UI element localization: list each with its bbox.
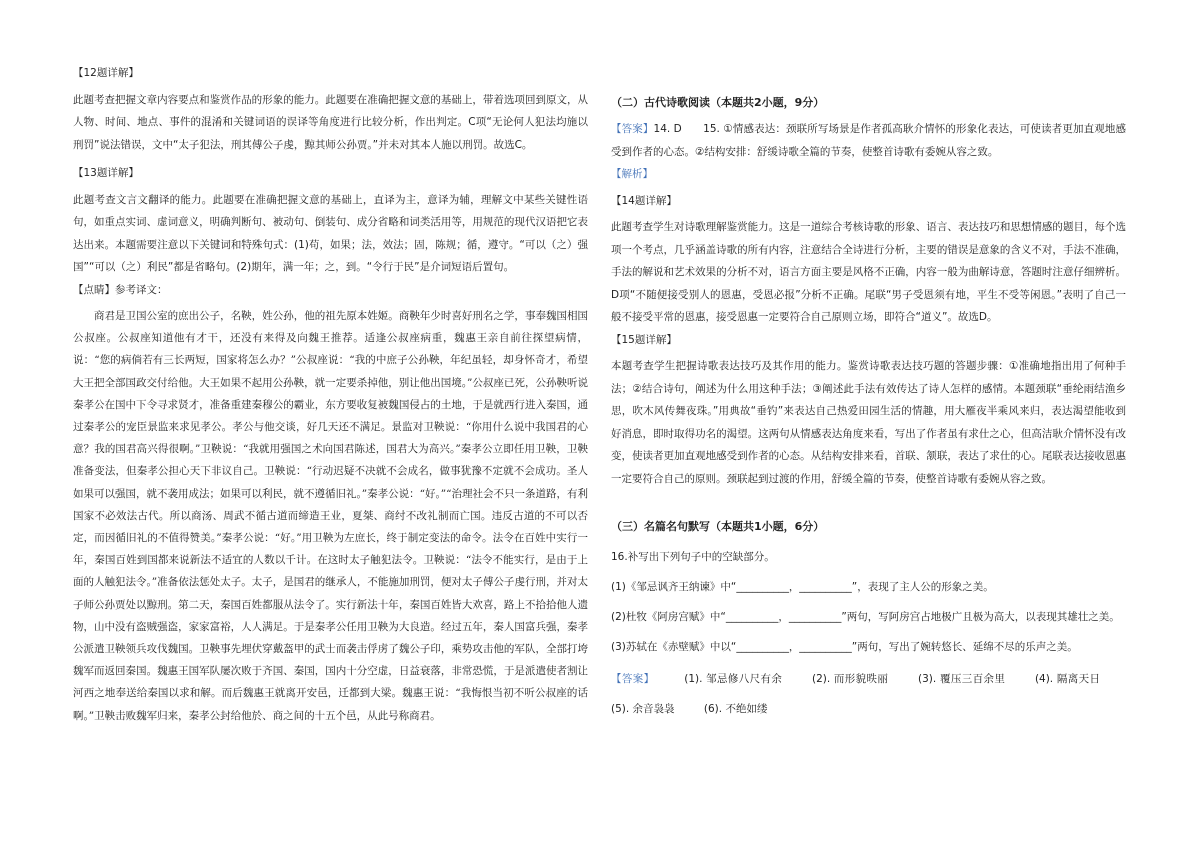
q16-answers bbox=[611, 664, 1126, 724]
q15-text: 本题考查学生把握诗歌表达技巧及其作用的能力。鉴赏诗歌表达技巧题的答题步骤：①准确地指出用了何种手法；②结合诗句，阐述为什么用这种手法；③阐述此手法有效传达了诗人怎样的感情。本题颈联“垂纶雨结渔乡思，吹木风传舞夜珠。”用典故“垂钓”来表达自己热爱田园生活的情趣，用大雁夜半乘风来归，表达渴望能收到好消息，即时取得功名的渴望。这两句从情感表达角度来看，写出了作者虽有求仕之心，但高洁耿介情怀没有改变，使读者更加直观地感受到作者的心态。从结构安排来看，首联、颔联，表达了求仕的心。尾联表达接收恩惠一定要符合自己的原则。颈联起到过渡的作用，舒缓全篇的节奏，使整首诗歌有委婉从容之致。 bbox=[611, 360, 1126, 485]
q16-answer-tag: 【答案】 bbox=[611, 673, 655, 685]
answer-text: 14. D 15. ①情感表达：颈联所写场景是作者孤高耿介情怀的形象化表达，可使读者更加直观地感受到作者的心态。②结构安排：舒缓诗歌全篇的节奏，使整首诗歌有委婉从容之致。 bbox=[611, 123, 1126, 158]
q16-answer-2: (2). 而形貌昳丽 bbox=[812, 673, 889, 685]
answer-tag: 【答案】 bbox=[611, 123, 654, 135]
answer-paragraph bbox=[611, 118, 1126, 163]
section-2-title: （二）古代诗歌阅读（本题共2小题，9分） bbox=[611, 96, 825, 109]
section-3-title: （三）名篇名句默写（本题共1小题，6分） bbox=[611, 520, 825, 533]
left-column bbox=[73, 62, 588, 727]
q12-heading: 【12题详解】 bbox=[73, 67, 139, 79]
q16-answer-5: (5). 余音袅袅 bbox=[611, 703, 675, 715]
note-heading: 【点睛】参考译文： bbox=[73, 283, 168, 296]
right-column bbox=[611, 62, 1126, 724]
analysis-tag: 【解析】 bbox=[611, 168, 653, 180]
q16-item-3: (3)苏轼在《赤壁赋》中以“__________，__________”两句，写出了婉转悠长、延绵不尽的乐声之美。 bbox=[611, 641, 1078, 653]
q14-text: 此题考查学生对诗歌理解鉴赏能力。这是一道综合考核诗歌的形象、语言、表达技巧和思想情感的题目，每个选项一个考点，几乎涵盖诗歌的所有内容，注意结合全诗进行分析，主要的错误是意象的含义不对，手法不准确，手法的解说和艺术效果的分析不对，语言方面主要是风格不正确，内容一般为曲解诗意，答题时注意仔细辨析。D项“不随便接受别人的恩惠，受恩必报”分析不正确。尾联“男子受恩须有地，平生不受等闲恩。”表明了自己一般不接受平常的恩惠，接受恩惠一定要符合自己原则立场，即符合“道义”。故选D。 bbox=[611, 221, 1126, 323]
q16-answer-1: (1). 邹忌修八尺有余 bbox=[684, 673, 783, 685]
q16-answer-3: (3). 覆压三百余里 bbox=[918, 673, 1006, 685]
q16-stem: 16.补写出下列句子中的空缺部分。 bbox=[611, 551, 775, 563]
q16-answer-6: (6). 不绝如缕 bbox=[703, 703, 768, 715]
translation-text: 商君是卫国公室的庶出公子，名鞅，姓公孙，他的祖先原本姓姬。商鞅年少时喜好刑名之学，事奉魏国相国公叔座。公叔座知道他有才干，还没有来得及向魏王推荐。适逢公叔座病重，魏惠王亲自前往探望病情，说：“您的病倘若有三长两短，国家将怎么办？”公叔座说：“我的中庶子公孙鞅，年纪虽轻，却身怀奇才，希望大王把全部国政交付给他。大王如果不起用公孙鞅，就一定要杀掉他，别让他出国境。”公叔座已死，公孙鞅听说秦孝公在国中下令寻求贤才，准备重建秦穆公的霸业，东方要收复被魏国侵占的土地，于是就西行进入秦国，通过秦孝公的宠臣景监来求见孝公。孝公与他交谈，好几天还不满足。景监对卫鞅说：“你用什么说中我国君的心意？我的国君高兴得很啊。”卫鞅说：“我就用强国之术向国君陈述，国君大为高兴。”秦孝公立即任用卫鞅，卫鞅准备变法，但秦孝公担心天下非议自己。卫鞅说：“行动迟疑不决就不会成名，做事犹豫不定就不会成功。圣人如果可以强国，就不袭用成法；如果可以利民，就不遵循旧礼。”秦孝公说：“好。”“治理社会不只一条道路，有利国家不必效法古代。所以商汤、周武不循古道而缔造王业，夏桀、商纣不改礼制而亡国。违反古道的不可以否定，而因循旧礼的不值得赞美。”秦孝公说：“好。”用卫鞅为左庶长，终于制定变法的命令。法令在百姓中实行一年，秦国百姓到国都来说新法不适宜的人数以千计。在这时太子触犯法令。卫鞅说：“法令不能实行，是由于上面的人触犯法令。”准备依法惩处太子。太子，是国君的继承人，不能施加刑罚，便对太子傅公子虔行刑，并对太子师公孙贾处以黥刑。第二天，秦国百姓都服从法令了。实行新法十年，秦国百姓皆大欢喜，路上不拾拾他人遗物，山中没有盗贼强盗，家家富裕，人人满足。于是秦孝公任用卫鞅为大良造。经过五年，秦人国富兵强，秦孝公派遣卫鞅领兵攻伐魏国。卫鞅事先埋伏穿戴盔甲的武士而袭击俘虏了魏公子印，乘势攻击他的军队，全部打垮魏军而返回秦国。魏惠王国军队屡次败于齐国、秦国，国内十分空虚，日益衰落，非常恐慌，于是派遣使者割让河西之地奉送给秦国以求和解。而后魏惠王就离开安邑，迁都到大梁。魏惠王说：“我悔恨当初不听公叔座的话啊。”卫鞅击败魏军归来，秦孝公封给他於、商之间的十五个邑，从此号称商君。 bbox=[73, 310, 588, 722]
q13-text: 此题考查文言文翻译的能力。此题要在准确把握文意的基础上，直译为主，意译为辅，理解文中某些关键性语句，如重点实词、虚词意义，明确判断句、被动句、倒装句、成分省略和词类活用等，用规范的现代汉语把它表达出来。本题需要注意以下关键词和特殊句式：(1)苟，如果；法，效法；固，陈规；循，遵守。“可以（之）强国”“可以（之）利民”都是省略句。(2)期年，满一年；之，到。“令行于民”是介词短语后置句。 bbox=[73, 193, 588, 273]
q15-heading: 【15题详解】 bbox=[611, 333, 677, 346]
q16-item-1: (1)《邹忌讽齐王纳谏》中“__________，__________”，表现了主人公的形象之美。 bbox=[611, 581, 994, 593]
q12-text: 此题考查把握文章内容要点和鉴赏作品的形象的能力。此题要在准确把握文意的基础上，带着选项回到原文，从人物、时间、地点、事件的混淆和关键词语的误译等角度进行比较分析，作出判定。C项“无论何人犯法均施以刑罚”说法错误，文中“太子犯法，刑其傅公子虔，黥其师公孙贾。”并未对其本人施以刑罚。故选C。 bbox=[73, 93, 588, 151]
q16-answer-4: (4). 隔离天日 bbox=[1034, 673, 1100, 685]
q16-item-2: (2)杜牧《阿房宫赋》中“__________，__________”两句，写阿房宫占地极广且极为高大，以表现其雄壮之美。 bbox=[611, 611, 1120, 623]
q13-heading: 【13题详解】 bbox=[73, 167, 139, 179]
q14-heading: 【14题详解】 bbox=[611, 194, 677, 207]
